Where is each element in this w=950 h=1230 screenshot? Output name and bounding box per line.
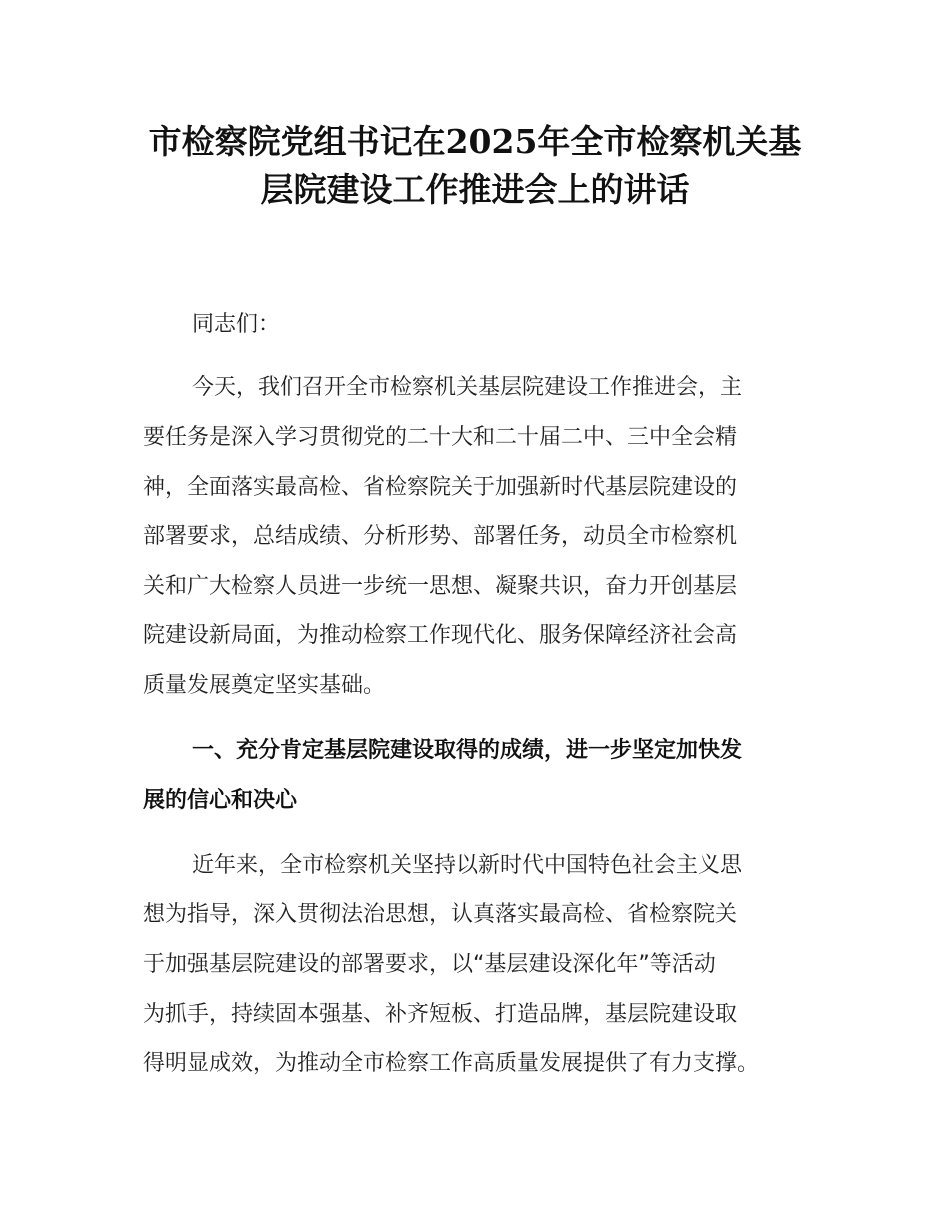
salutation: 同志们： <box>192 312 281 337</box>
paragraph-1-line: 今天，我们召开全市检察机关基层院建设工作推进会，主 <box>192 375 743 400</box>
paragraph-1-line: 部署要求，总结成绩、分析形势、部署任务，动员全市检察机 <box>143 524 738 549</box>
section-1-heading-line-2: 展的信心和决心 <box>143 788 298 813</box>
paragraph-1-line: 院建设新局面，为推动检察工作现代化、服务保障经济社会高 <box>143 623 738 648</box>
paragraph-2-line: 为抓手，持续固本强基、补齐短板、打造品牌，基层院建设取 <box>143 1002 738 1027</box>
paragraph-2-line: 得明显成效，为推动全市检察工作高质量发展提供了有力支撑。 <box>143 1051 760 1076</box>
paragraph-1-line: 要任务是深入学习贯彻党的二十大和二十届二中、三中全会精 <box>143 425 738 450</box>
paragraph-1-line: 关和广大检察人员进一步统一思想、凝聚共识，奋力开创基层 <box>143 574 738 599</box>
paragraph-2-line: 近年来，全市检察机关坚持以新时代中国特色社会主义思 <box>192 853 743 878</box>
paragraph-2-line: 于加强基层院建设的部署要求，以“基层建设深化年”等活动 <box>143 952 716 977</box>
document-title-line-1: 市检察院党组书记在2025年全市检察机关基 <box>148 122 802 161</box>
paragraph-1-line: 神，全面落实最高检、省检察院关于加强新时代基层院建设的 <box>143 475 738 500</box>
paragraph-2-line: 想为指导，深入贯彻法治思想，认真落实最高检、省检察院关 <box>143 902 738 927</box>
paragraph-1-line: 质量发展奠定坚实基础。 <box>143 673 386 698</box>
section-1-heading-line-1: 一、充分肯定基层院建设取得的成绩，进一步坚定加快发 <box>192 738 743 763</box>
document-title-line-2: 层院建设工作推进会上的讲话 <box>260 170 690 209</box>
